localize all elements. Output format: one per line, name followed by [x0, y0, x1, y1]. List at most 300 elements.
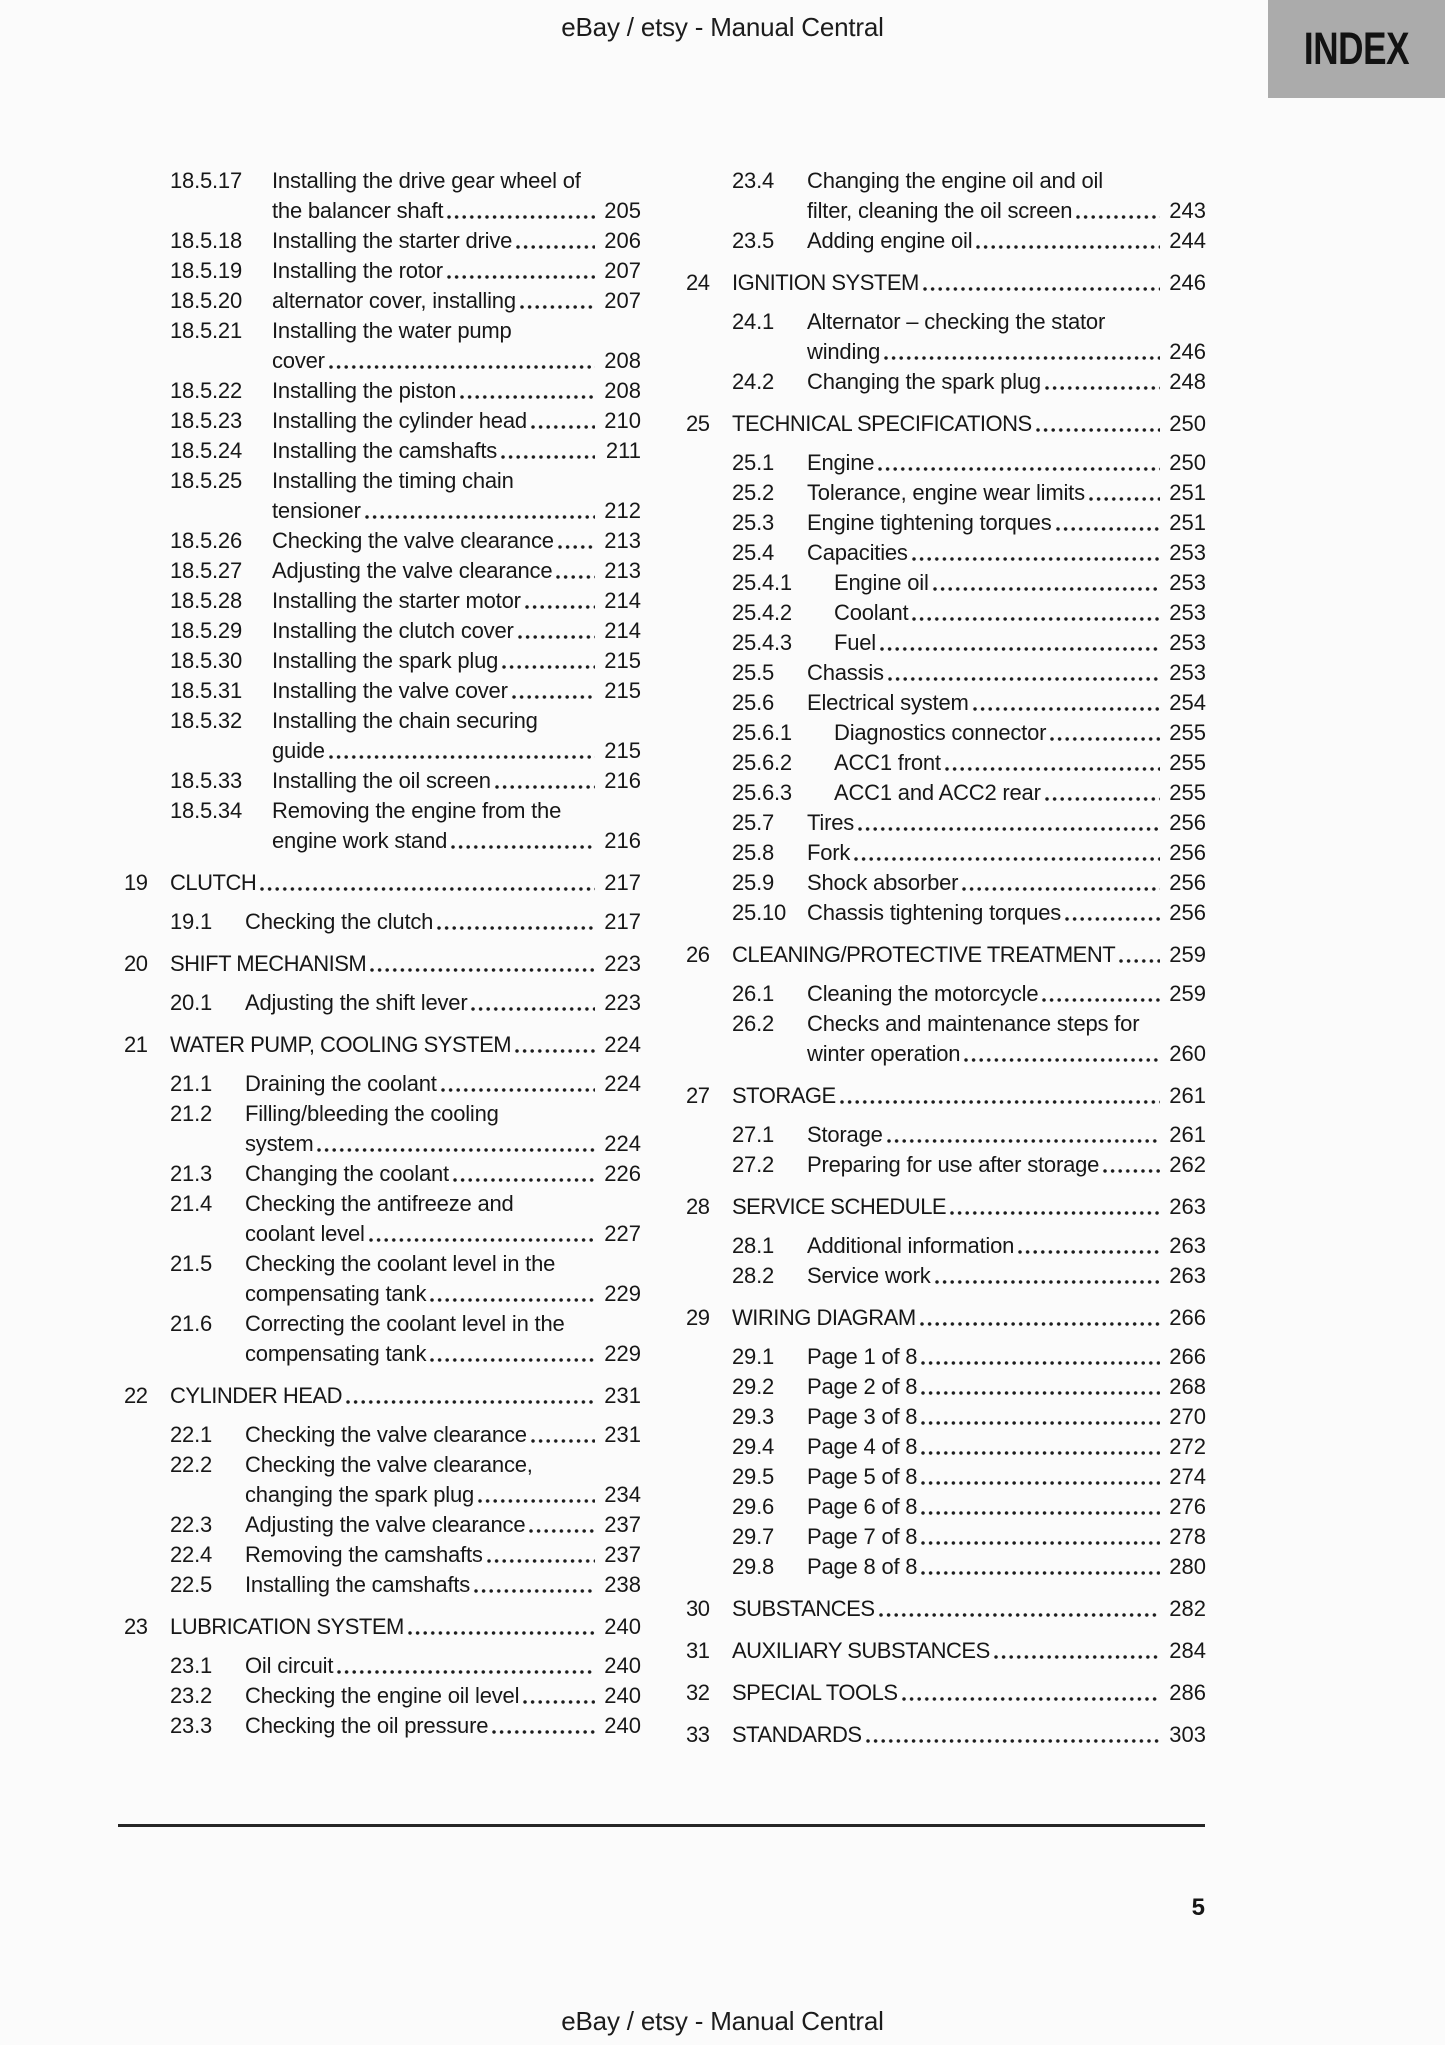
dot-leader	[854, 857, 1160, 861]
toc-entry-last-line	[732, 1081, 1206, 1111]
dot-leader	[337, 1670, 595, 1674]
toc-entry-body	[732, 1192, 1206, 1222]
toc-entry	[686, 538, 1206, 568]
toc-entry-title-line: Correcting the coolant level in the	[245, 1311, 565, 1336]
toc-entry	[686, 658, 1206, 688]
toc-entry-last-line	[834, 628, 1206, 658]
toc-entry	[124, 907, 641, 937]
toc-entry-page-number: 240	[604, 1683, 641, 1708]
toc-entry-page-number: 206	[604, 228, 641, 253]
dot-leader	[492, 1730, 595, 1734]
toc-entry-title-line: Checking the coolant level in the	[245, 1251, 556, 1276]
dot-leader	[902, 1697, 1160, 1701]
toc-entry-title: Engine oil	[834, 570, 929, 595]
toc-chapter-entry	[686, 409, 1206, 439]
toc-entry-title: Page 5 of 8	[807, 1464, 918, 1489]
toc-entry-page-number: 262	[1169, 1152, 1206, 1177]
dot-leader	[260, 887, 595, 891]
dot-leader	[365, 515, 595, 519]
toc-entry-title: Fuel	[834, 630, 876, 655]
toc-entry-title: Tires	[807, 810, 855, 835]
toc-entry-body	[272, 376, 641, 406]
toc-entry-page-number: 240	[604, 1713, 641, 1738]
toc-entry-last-line	[272, 256, 641, 286]
toc-entry-body	[245, 1189, 641, 1249]
toc-entry-last-line	[807, 1372, 1206, 1402]
toc-entry-page-number: 243	[1169, 198, 1206, 223]
toc-entry-title: STORAGE	[732, 1083, 836, 1108]
toc-entry-last-line	[807, 808, 1206, 838]
toc-entry-last-line	[245, 1420, 641, 1450]
toc-entry-page-number: 217	[604, 870, 641, 895]
toc-entry-title: Preparing for use after storage	[807, 1152, 1100, 1177]
toc-entry-page-number: 253	[1169, 660, 1206, 685]
toc-entry-body	[807, 838, 1206, 868]
toc-entry-number: 26.1	[732, 981, 775, 1006]
toc-entry-last-line	[732, 1303, 1206, 1333]
toc-entry-number: 18.5.28	[170, 588, 243, 613]
toc-entry-last-line	[272, 556, 641, 586]
toc-entry-page-number: 246	[1169, 339, 1206, 364]
toc-entry-body	[834, 568, 1206, 598]
toc-entry-title: Cleaning the motorcycle	[807, 981, 1039, 1006]
toc-entry-last-line	[834, 568, 1206, 598]
toc-entry-number: 22.2	[170, 1452, 213, 1477]
toc-entry-number: 29.8	[732, 1554, 775, 1579]
dot-leader	[501, 455, 595, 459]
toc-entry-last-line	[807, 838, 1206, 868]
toc-entry	[686, 1009, 1206, 1069]
toc-entry-page-number: 266	[1169, 1344, 1206, 1369]
toc-entry-title: Installing the oil screen	[272, 768, 491, 793]
toc-entry-title: system	[245, 1131, 314, 1156]
toc-entry-last-line	[245, 1510, 641, 1540]
toc-entry-title: Adjusting the valve clearance	[272, 558, 553, 583]
toc-entry	[686, 1462, 1206, 1492]
toc-entry-last-line	[245, 988, 641, 1018]
toc-entry-body	[245, 1309, 641, 1369]
toc-entry	[686, 1552, 1206, 1582]
toc-entry-body	[807, 1522, 1206, 1552]
toc-entry-number: 21.5	[170, 1251, 213, 1276]
toc-entry-page-number: 246	[1169, 270, 1206, 295]
toc-entry-body	[807, 1462, 1206, 1492]
toc-entry-page-number: 263	[1169, 1194, 1206, 1219]
toc-entry	[124, 1099, 641, 1159]
dot-leader	[935, 1280, 1160, 1284]
toc-entry-number: 25.2	[732, 480, 775, 505]
toc-entry-body	[245, 1711, 641, 1741]
toc-entry-last-line	[272, 496, 641, 526]
dot-leader	[558, 545, 595, 549]
toc-entry-page-number: 240	[604, 1653, 641, 1678]
toc-entry-body	[170, 1030, 641, 1060]
toc-entry-title: AUXILIARY SUBSTANCES	[732, 1638, 990, 1663]
toc-entry-last-line	[170, 1030, 641, 1060]
toc-entry-body	[170, 1612, 641, 1642]
toc-entry-body	[272, 706, 641, 766]
dot-leader	[1042, 998, 1160, 1002]
toc-entry	[124, 166, 641, 226]
toc-entry-body	[807, 508, 1206, 538]
toc-entry-title: Engine	[807, 450, 875, 475]
toc-entry-last-line	[272, 766, 641, 796]
toc-entry-title: alternator cover, installing	[272, 288, 516, 313]
toc-entry-number: 21	[124, 1032, 148, 1057]
toc-entry-body	[245, 1681, 641, 1711]
toc-entry-body	[272, 436, 641, 466]
dot-leader	[523, 1700, 595, 1704]
toc-chapter-entry	[686, 1720, 1206, 1750]
toc-entry-title: Checking the valve clearance	[272, 528, 554, 553]
toc-entry-title: ACC1 front	[834, 750, 941, 775]
toc-entry-body	[732, 1081, 1206, 1111]
toc-entry	[124, 706, 641, 766]
toc-entry	[686, 367, 1206, 397]
toc-entry-number: 26	[686, 942, 710, 967]
toc-entry-last-line	[807, 1342, 1206, 1372]
toc-entry	[686, 718, 1206, 748]
toc-entry-body	[732, 1636, 1206, 1666]
toc-entry-number: 24	[686, 270, 710, 295]
toc-entry-last-line	[807, 1552, 1206, 1582]
toc-entry-last-line	[245, 1159, 641, 1189]
toc-entry-title: CLUTCH	[170, 870, 257, 895]
toc-entry-body	[272, 406, 641, 436]
toc-chapter-entry	[686, 1081, 1206, 1111]
toc-entry-body	[807, 1150, 1206, 1180]
toc-entry-body	[732, 1303, 1206, 1333]
toc-entry-title: STANDARDS	[732, 1722, 862, 1747]
toc-entry-body	[807, 1432, 1206, 1462]
toc-entry-number: 27	[686, 1083, 710, 1108]
toc-entry-page-number: 224	[604, 1071, 641, 1096]
toc-entry-page-number: 274	[1169, 1464, 1206, 1489]
toc-entry-page-number: 261	[1169, 1083, 1206, 1108]
toc-entry-number: 31	[686, 1638, 710, 1663]
toc-entry-body	[807, 1402, 1206, 1432]
toc-entry-last-line	[732, 1636, 1206, 1666]
dot-leader	[921, 1451, 1160, 1455]
toc-entry-body	[245, 1540, 641, 1570]
toc-entry-number: 18.5.25	[170, 468, 243, 493]
toc-entry-number: 21.2	[170, 1101, 213, 1126]
dot-leader	[912, 557, 1160, 561]
toc-entry-last-line	[732, 1678, 1206, 1708]
dot-leader	[451, 845, 595, 849]
toc-entry-page-number: 250	[1169, 450, 1206, 475]
toc-entry-number: 19.1	[170, 909, 213, 934]
toc-chapter-entry	[686, 1303, 1206, 1333]
dot-leader	[487, 1559, 595, 1563]
toc-entry-page-number: 248	[1169, 369, 1206, 394]
toc-entry-last-line	[732, 1192, 1206, 1222]
toc-entry-page-number: 260	[1169, 1041, 1206, 1066]
toc-entry-number: 18.5.32	[170, 708, 243, 733]
toc-entry-body	[170, 949, 641, 979]
toc-entry-last-line	[272, 646, 641, 676]
toc-entry-body	[272, 286, 641, 316]
toc-entry-title-line: Removing the engine from the	[272, 798, 562, 823]
toc-entry-page-number: 253	[1169, 600, 1206, 625]
toc-entry-body	[272, 316, 641, 376]
dot-leader	[529, 1529, 595, 1533]
toc-entry-page-number: 256	[1169, 900, 1206, 925]
toc-entry-page-number: 215	[604, 738, 641, 763]
toc-entry-number: 25.6	[732, 690, 775, 715]
dot-leader	[1045, 386, 1160, 390]
toc-entry-title: IGNITION SYSTEM	[732, 270, 919, 295]
dot-leader	[474, 1589, 595, 1593]
toc-entry-page-number: 255	[1169, 780, 1206, 805]
toc-entry	[686, 226, 1206, 256]
toc-entry	[686, 838, 1206, 868]
toc-entry-page-number: 240	[604, 1614, 641, 1639]
toc-entry-page-number: 226	[604, 1161, 641, 1186]
toc-entry-body	[807, 1120, 1206, 1150]
footer-divider	[118, 1824, 1205, 1827]
toc-entry-number: 29.3	[732, 1404, 775, 1429]
toc-entry-number: 25.4.2	[732, 600, 792, 625]
toc-entry-body	[834, 748, 1206, 778]
toc-entry	[686, 979, 1206, 1009]
toc-entry-body	[807, 478, 1206, 508]
toc-entry	[124, 466, 641, 526]
toc-entry	[686, 448, 1206, 478]
toc-entry-page-number: 253	[1169, 630, 1206, 655]
toc-entry-number: 18.5.33	[170, 768, 243, 793]
toc-entry-page-number: 272	[1169, 1434, 1206, 1459]
toc-entry-body	[807, 1552, 1206, 1582]
toc-column-left	[124, 166, 641, 1759]
toc-entry-number: 18.5.30	[170, 648, 243, 673]
toc-entry	[124, 1651, 641, 1681]
dot-leader	[880, 647, 1160, 651]
toc-entry-body	[807, 226, 1206, 256]
toc-entry-title: Checking the valve clearance	[245, 1422, 527, 1447]
toc-entry-title: Adjusting the valve clearance	[245, 1512, 526, 1537]
toc-entry-number: 22	[124, 1383, 148, 1408]
toc-entry-number: 29.6	[732, 1494, 775, 1519]
page-number: 5	[1191, 1894, 1205, 1921]
toc-entry-last-line	[807, 898, 1206, 928]
toc-entry-number: 23.4	[732, 168, 775, 193]
dot-leader	[471, 1007, 595, 1011]
toc-entry-number: 18.5.24	[170, 438, 243, 463]
toc-entry-last-line	[245, 1570, 641, 1600]
toc-entry-last-line	[170, 949, 641, 979]
toc-entry-number: 25.5	[732, 660, 775, 685]
dot-leader	[888, 677, 1160, 681]
toc-entry-number: 23.1	[170, 1653, 213, 1678]
toc-entry-number: 29.7	[732, 1524, 775, 1549]
toc-entry-number: 29.5	[732, 1464, 775, 1489]
toc-entry-body	[272, 676, 641, 706]
toc-entry-page-number: 215	[604, 678, 641, 703]
toc-entry-last-line	[807, 508, 1206, 538]
toc-entry-title: filter, cleaning the oil screen	[807, 198, 1073, 223]
toc-entry-title: Checking the clutch	[245, 909, 434, 934]
toc-chapter-entry	[124, 1381, 641, 1411]
toc-entry	[124, 1681, 641, 1711]
toc-entry-number: 21.3	[170, 1161, 213, 1186]
toc-entry-title: Adjusting the shift lever	[245, 990, 468, 1015]
toc-entry	[124, 406, 641, 436]
toc-entry-last-line	[807, 1492, 1206, 1522]
dot-leader	[518, 635, 595, 639]
toc-entry	[124, 796, 641, 856]
dot-leader	[866, 1739, 1160, 1743]
toc-entry	[686, 1342, 1206, 1372]
toc-entry-title: Installing the piston	[272, 378, 457, 403]
dot-leader	[840, 1100, 1160, 1104]
toc-entry-number: 25.9	[732, 870, 775, 895]
toc-entry-title: Installing the valve cover	[272, 678, 508, 703]
toc-entry	[124, 1450, 641, 1510]
dot-leader	[516, 245, 595, 249]
toc-entry-body	[732, 940, 1206, 970]
toc-entry-title: Fork	[807, 840, 851, 865]
toc-entry	[686, 478, 1206, 508]
toc-entry-title: cover	[272, 348, 325, 373]
toc-entry-number: 23.2	[170, 1683, 213, 1708]
toc-entry-body	[272, 226, 641, 256]
toc-entry-title: engine work stand	[272, 828, 448, 853]
toc-entry-body	[807, 898, 1206, 928]
dot-leader	[921, 1541, 1160, 1545]
toc-entry	[124, 1189, 641, 1249]
toc-entry-body	[732, 1720, 1206, 1750]
toc-entry-page-number: 268	[1169, 1374, 1206, 1399]
toc-entry-last-line	[272, 736, 641, 766]
toc-chapter-entry	[686, 1594, 1206, 1624]
dot-leader	[1056, 527, 1160, 531]
toc-entry-title: Installing the starter drive	[272, 228, 513, 253]
toc-entry-body	[834, 718, 1206, 748]
toc-entry-number: 25.8	[732, 840, 775, 865]
toc-entry-body	[245, 1420, 641, 1450]
toc-entry-last-line	[834, 598, 1206, 628]
toc-entry-title: Page 8 of 8	[807, 1554, 918, 1579]
toc-entry-title: Page 6 of 8	[807, 1494, 918, 1519]
toc-entry-title: Tolerance, engine wear limits	[807, 480, 1085, 505]
toc-entry	[124, 676, 641, 706]
dot-leader	[447, 275, 595, 279]
toc-entry-title: winding	[807, 339, 881, 364]
toc-entry-number: 25.6.2	[732, 750, 792, 775]
toc-entry-title: Draining the coolant	[245, 1071, 437, 1096]
toc-entry-last-line	[170, 868, 641, 898]
toc-entry-number: 25.4	[732, 540, 775, 565]
toc-entry-last-line	[807, 226, 1206, 256]
toc-entry-page-number: 212	[604, 498, 641, 523]
toc-entry-body	[807, 1372, 1206, 1402]
toc-entry-last-line	[272, 826, 641, 856]
toc-entry-number: 28.2	[732, 1263, 775, 1288]
toc-entry-page-number: 213	[604, 558, 641, 583]
toc-entry-last-line	[732, 409, 1206, 439]
index-tab-label: INDEX	[1303, 23, 1410, 74]
toc-entry-body	[732, 268, 1206, 298]
toc-entry-title-line: Filling/bleeding the cooling	[245, 1101, 499, 1126]
toc-entry-number: 25.6.1	[732, 720, 792, 745]
toc-entry	[124, 1420, 641, 1450]
dot-leader	[370, 968, 595, 972]
toc-entry	[686, 748, 1206, 778]
toc-entry-title: TECHNICAL SPECIFICATIONS	[732, 411, 1032, 436]
toc-entry	[124, 436, 641, 466]
toc-entry-number: 18.5.27	[170, 558, 243, 583]
toc-entry-body	[732, 1678, 1206, 1708]
toc-entry	[124, 1570, 641, 1600]
toc-entry-page-number: 270	[1169, 1404, 1206, 1429]
toc-entry-number: 22.1	[170, 1422, 213, 1447]
toc-entry-last-line	[807, 448, 1206, 478]
toc-entry-title: Page 3 of 8	[807, 1404, 918, 1429]
toc-entry-last-line	[807, 1231, 1206, 1261]
toc-entry-title: Chassis	[807, 660, 884, 685]
toc-entry-number: 18.5.18	[170, 228, 243, 253]
toc-chapter-entry	[124, 868, 641, 898]
toc-entry-page-number: 213	[604, 528, 641, 553]
header-title: eBay / etsy - Manual Central	[561, 12, 884, 42]
dot-leader	[1045, 797, 1160, 801]
toc-entry-number: 23	[124, 1614, 148, 1639]
toc-entry-body	[272, 166, 641, 226]
toc-chapter-entry	[124, 1030, 641, 1060]
toc-entry-last-line	[272, 226, 641, 256]
toc-entry-last-line	[807, 979, 1206, 1009]
dot-leader	[447, 215, 595, 219]
toc-entry-last-line	[807, 1120, 1206, 1150]
toc-entry-number: 29.2	[732, 1374, 775, 1399]
toc-entry-last-line	[732, 268, 1206, 298]
toc-entry-title: Additional information	[807, 1233, 1015, 1258]
toc-entry-body	[272, 766, 641, 796]
toc-entry-last-line	[807, 538, 1206, 568]
dot-leader	[920, 1322, 1160, 1326]
toc-entry-body	[245, 1249, 641, 1309]
toc-entry-last-line	[807, 478, 1206, 508]
toc-entry-page-number: 251	[1169, 480, 1206, 505]
toc-entry-page-number: 253	[1169, 570, 1206, 595]
toc-entry	[686, 628, 1206, 658]
toc-entry-number: 25.1	[732, 450, 775, 475]
toc-entry-page-number: 208	[604, 348, 641, 373]
toc-entry-body	[272, 796, 641, 856]
toc-entry	[686, 688, 1206, 718]
toc-entry	[686, 1231, 1206, 1261]
toc-entry-last-line	[245, 1651, 641, 1681]
toc-entry-body	[807, 1009, 1206, 1069]
toc-entry-last-line	[807, 1150, 1206, 1180]
toc-entry-title: Installing the camshafts	[245, 1572, 471, 1597]
toc-entry-page-number: 238	[604, 1572, 641, 1597]
toc-entry-body	[272, 616, 641, 646]
dot-leader	[962, 887, 1160, 891]
toc-entry-number: 33	[686, 1722, 710, 1747]
toc-entry	[686, 1150, 1206, 1180]
toc-entry-title: guide	[272, 738, 325, 763]
toc-entry-title: Removing the camshafts	[245, 1542, 483, 1567]
toc-entry-title: Page 7 of 8	[807, 1524, 918, 1549]
toc-entry-body	[272, 526, 641, 556]
dot-leader	[520, 305, 595, 309]
toc-entry-page-number: 207	[604, 288, 641, 313]
toc-entry-number: 19	[124, 870, 148, 895]
toc-entry	[686, 868, 1206, 898]
toc-entry-title: Storage	[807, 1122, 883, 1147]
